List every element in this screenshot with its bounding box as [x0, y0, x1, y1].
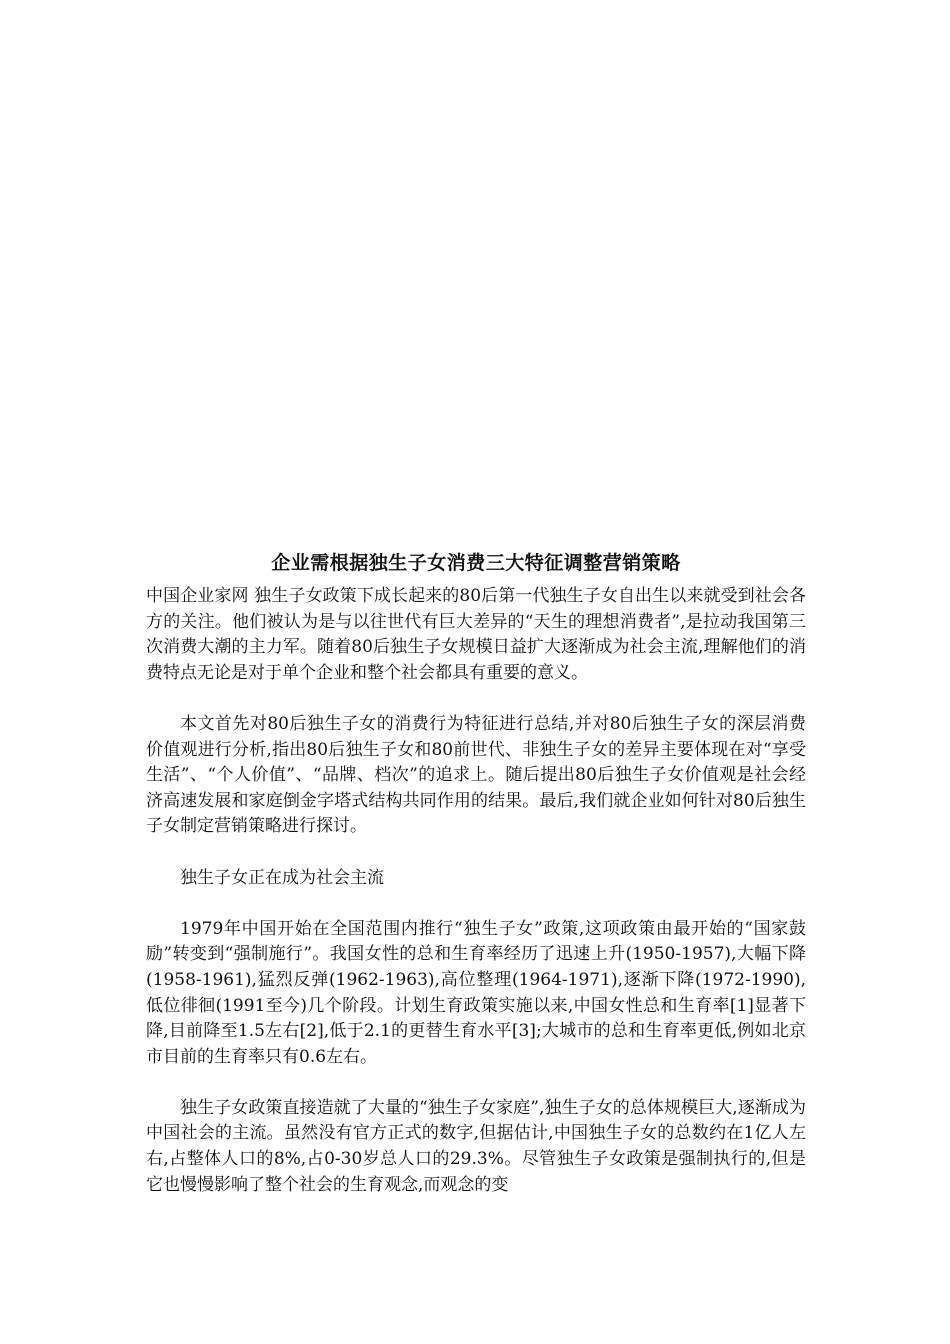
article-body [146, 548, 806, 1198]
article-title: 企业需根据独生子女消费三大特征调整营销策略 [271, 552, 681, 574]
paragraph-intro: 中国企业家网 独生子女政策下成长起来的80后第一代独生子女自出生以来就受到社会各方的关注。他们被认为是与以往世代有巨大差异的“天生的理想消费者”,是拉动我国第三次消费大潮的主力军。随着80后独生子女规模日益扩大逐渐成为社会主流,理解他们的消费特点无论是对于单个企业和整个社会都具有重要的意义。 [146, 586, 806, 683]
section-heading: 独生子女正在成为社会主流 [180, 867, 384, 888]
paragraph-families: 独生子女政策直接造就了大量的“独生子女家庭”,独生子女的总体规模巨大,逐渐成为中国社会的主流。虽然没有官方正式的数字,但据估计,中国独生子女的总数约在1亿人左右,占整体人口的8%,占0-30岁总人口的29.3%。尽管独生子女政策是强制执行的,但是它也慢慢影响了整个社会的生育观念,而观念的变 [146, 1097, 806, 1195]
paragraph-policy: 1979年中国开始在全国范围内推行“独生子女”政策,这项政策由最开始的“国家鼓励”转变到“强制施行”。我国女性的总和生育率经历了迅速上升(1950-1957),大幅下降(1958-1961),猛烈反弹(1962-1963),高位整理(1964-1971),逐渐下降(1972-1990),低位徘徊(1991至今)几个阶段。计划生育政策实施以来,中国女性总和生育率[1]显著下降,目前降至1.5左右[2],低于2.1的更替生育水平[3];大城市的总和生育率更低,例如北京市目前的生育率只有0.6左右。 [146, 918, 806, 1067]
paragraph-summary: 本文首先对80后独生子女的消费行为特征进行总结,并对80后独生子女的深层消费价值观进行分析,指出80后独生子女和80前世代、非独生子女的差异主要体现在对“享受生活”、“个人价值”、“品牌、档次”的追求上。随后提出80后独生子女价值观是社会经济高速发展和家庭倒金字塔式结构共同作用的结果。最后,我们就企业如何针对80后独生子女制定营销策略进行探讨。 [146, 713, 806, 837]
